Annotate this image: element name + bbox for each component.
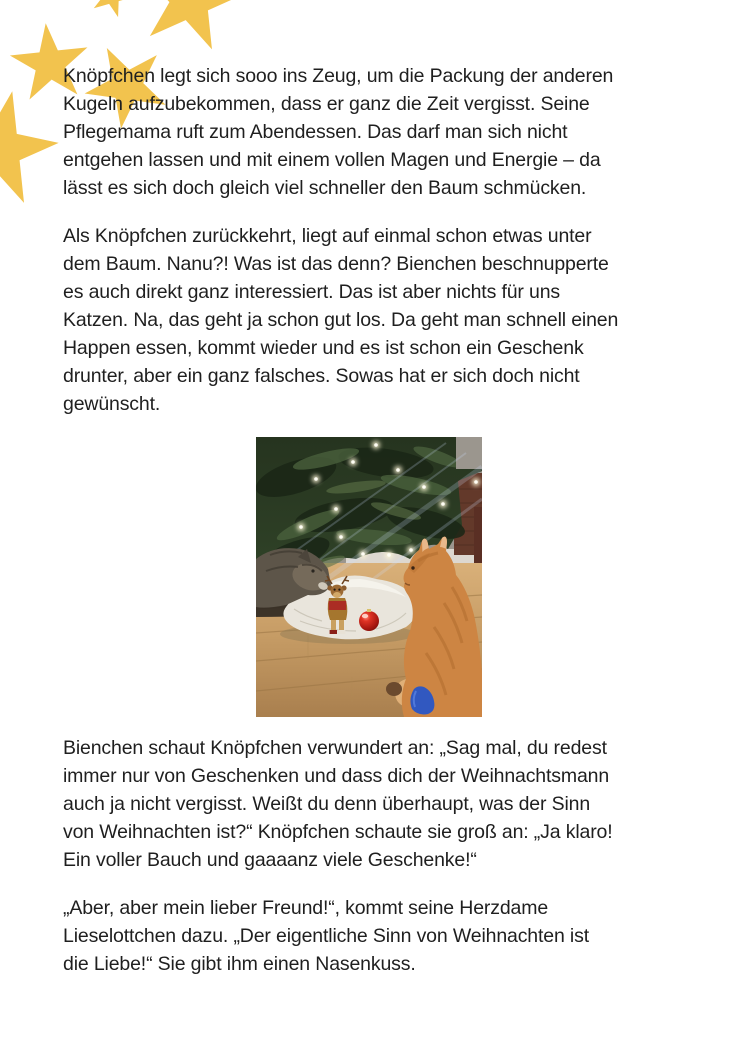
text-line: Happen essen, kommt wieder und es ist schon ein Geschenk xyxy=(63,337,584,359)
text-line: Pflegemama ruft zum Abendessen. Das darf man sich nicht xyxy=(63,121,568,143)
text-line: entgehen lassen und mit einem vollen Magen und Energie – da xyxy=(63,149,601,171)
text-line: Knöpfchen legt sich sooo ins Zeug, um die Packung der anderen xyxy=(63,65,614,87)
paragraph-3 xyxy=(63,734,708,874)
text-line: auch ja nicht vergisst. Weißt du denn überhaupt, was der Sinn xyxy=(63,793,591,815)
paragraph-1 xyxy=(63,62,708,202)
star-large-topright-icon xyxy=(131,0,240,53)
text-line: dem Baum. Nanu?! Was ist das denn? Bienchen beschnupperte xyxy=(63,253,609,275)
text-line: es auch direkt ganz interessiert. Das ist aber nichts für uns xyxy=(63,281,561,303)
text-line: Lieselottchen dazu. „Der eigentliche Sinn von Weihnachten ist xyxy=(63,925,589,947)
text-line: immer nur von Geschenken und dass dich der Weihnachtsmann xyxy=(63,765,610,787)
star-large-bottomleft-icon xyxy=(0,80,67,206)
text-line: „Aber, aber mein lieber Freund!“, kommt seine Herzdame xyxy=(63,897,549,919)
text-line: lässt es sich doch gleich viel schneller den Baum schmücken. xyxy=(63,177,587,199)
text-line: Ein voller Bauch und gaaaanz viele Geschenke!“ xyxy=(63,849,477,871)
photo-illustration xyxy=(256,437,482,717)
text-line: die Liebe!“ Sie gibt ihm einen Nasenkuss. xyxy=(63,953,416,975)
paragraph-2 xyxy=(63,222,708,418)
story-photo-cats-under-tree xyxy=(256,437,482,717)
text-line: Kugeln aufzubekommen, dass er ganz die Zeit vergisst. Seine xyxy=(63,93,590,115)
text-line: gewünscht. xyxy=(63,393,161,415)
paragraph-4 xyxy=(63,894,708,978)
text-line: drunter, aber ein ganz falsches. Sowas hat er sich doch nicht xyxy=(63,365,580,387)
text-line: Bienchen schaut Knöpfchen verwundert an: „Sag mal, du redest xyxy=(63,737,607,759)
text-line: von Weihnachten ist?“ Knöpfchen schaute sie groß an: „Ja klaro! xyxy=(63,821,613,843)
text-line: Katzen. Na, das geht ja schon gut los. Da geht man schnell einen xyxy=(63,309,619,331)
text-line: Als Knöpfchen zurückkehrt, liegt auf einmal schon etwas unter xyxy=(63,225,592,247)
star-small-top-icon xyxy=(86,0,139,20)
